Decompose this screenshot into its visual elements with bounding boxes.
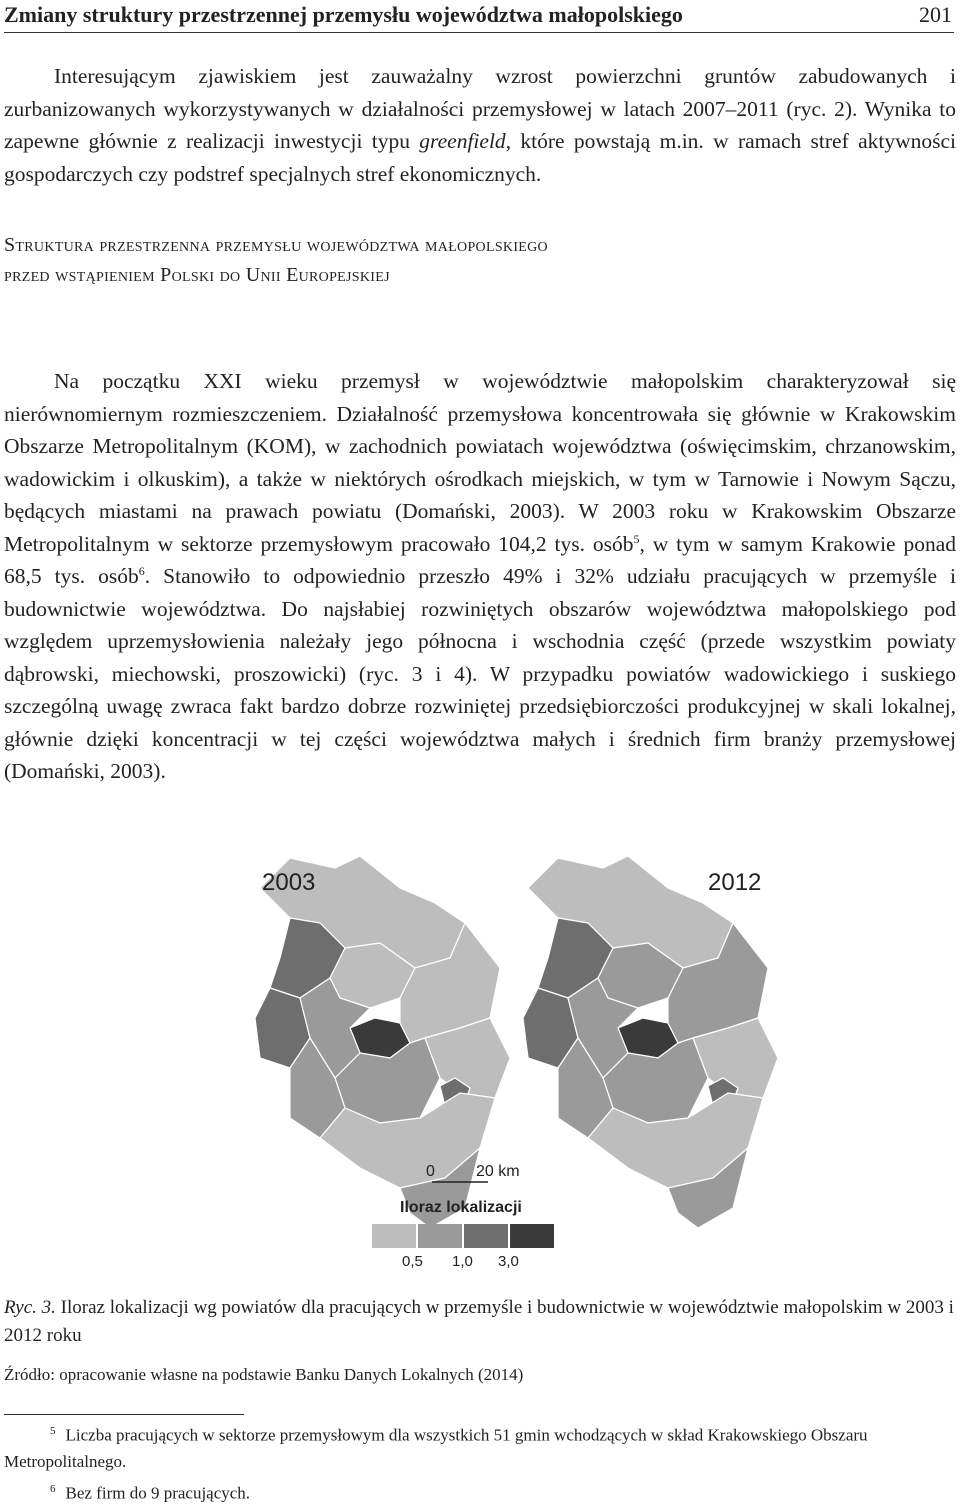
legend-title: Iloraz lokalizacji [400, 1199, 522, 1216]
figure-caption [4, 1294, 956, 1350]
footnote-5: $^5$ Liczba pracujących w sektorze przemysłowym dla wszystkich 51 gmin wchodzących w skład Krakowskiego Obszaru Metropolitalnego. [4, 1425, 868, 1471]
running-header [4, 2, 954, 33]
page-number: 201 [919, 2, 952, 27]
caption-text: Iloraz lokalizacji wg powiatów dla pracujących w przemyśle i budownictwie w województwie małopolskim w 2003 i 2012 roku [4, 1297, 954, 1346]
footnote-6: $^6$ Bez firm do 9 pracujących. [50, 1483, 251, 1503]
running-title: Zmiany struktury przestrzennej przemysłu województwa małopolskiego [4, 2, 683, 27]
scale-zero-label: 0 [426, 1163, 435, 1180]
footnote-rule [4, 1414, 244, 1415]
legend-ticks [402, 1253, 519, 1270]
legend-swatch-3 [510, 1224, 554, 1248]
legend-tick-0: 0,5 [402, 1253, 423, 1270]
footnote-ref-5: 5 [633, 531, 640, 546]
figure-source: Źródło: opracowanie własne na podstawie Banku Danych Lokalnych (2014) [4, 1365, 524, 1384]
legend-swatch-1 [418, 1224, 462, 1248]
legend-tick-2: 3,0 [498, 1253, 519, 1270]
legend-swatch-0 [372, 1224, 416, 1248]
legend-swatches [372, 1224, 554, 1248]
scale-km-label: 20 km [476, 1163, 520, 1180]
legend-tick-1: 1,0 [452, 1253, 473, 1270]
section-heading: Struktura przestrzenna przemysłu województwa małopolskiego przed wstąpieniem Polski do Unii Europejskiej [4, 234, 548, 286]
legend-swatch-2 [464, 1224, 508, 1248]
map-2012-year: 2012 [708, 869, 762, 896]
footnote-ref-6: 6 [138, 563, 145, 578]
map-2012 [523, 856, 778, 1228]
map-2003 [255, 856, 510, 1228]
caption-label: Ryc. 3. [4, 1297, 56, 1318]
intro-paragraph: Interesującym zjawiskiem jest zauważalny wzrost powierzchni gruntów zabudowanych i zurbanizowanych wykorzystywanych w działalności przemysłowej w latach 2007–2011 (ryc. 2). Wynika to zapewne głównie z realizacji inwestycji typu greenfield, które powstają m.in. w ramach stref aktywności gospodarczych czy podstref specjalnych stref ekonomicznych. [4, 64, 956, 186]
body-paragraph: Na początku XXI wieku przemysł w województwie małopolskim charakteryzował się nierównomiernym rozmieszczeniem. Działalność przemysłowa koncentrowała się głównie w Krakowskim Obszarze Metropolitalnym (KOM), w zachodnich powiatach województwa (oświęcimskim, chrzanowskim, wadowickim i olkuskim), a także w niektórych ośrodkach miejskich, w tym w Tarnowie i Nowym Sączu, będących miastami na prawach powiatu (Domański, 2003). W 2003 roku w Krakowskim Obszarze Metropolitalnym w sektorze przemysłowym pracowało 104,2 tys. osób$^5$, w tym w samym Krakowie ponad 68,5 tys. osób$^6$. Stanowiło to odpowiednio przeszło 49% i 32% udziału pracujących w przemyśle i budownictwie województwa. Do najsłabiej rozwiniętych obszarów województwa małopolskiego pod względem uprzemysłowienia należały jego północna i wschodnia część (przede wszystkim powiaty dąbrowski, miechowski, proszowicki) (ryc. 3 i 4). W przypadku powiatów wadowickiego i suskiego szczególną uwagę zwraca fakt bardzo dobrze rozwiniętej przedsiębiorczości produkcyjnej w skali lokalnej, głównie dzięki koncentracji w tej części województwa małych i średnich firm branży przemysłowej (Domański, 2003). [4, 369, 957, 783]
figure-maps [250, 848, 940, 1278]
map-2003-year: 2003 [262, 869, 316, 896]
maps-svg [250, 848, 940, 1278]
